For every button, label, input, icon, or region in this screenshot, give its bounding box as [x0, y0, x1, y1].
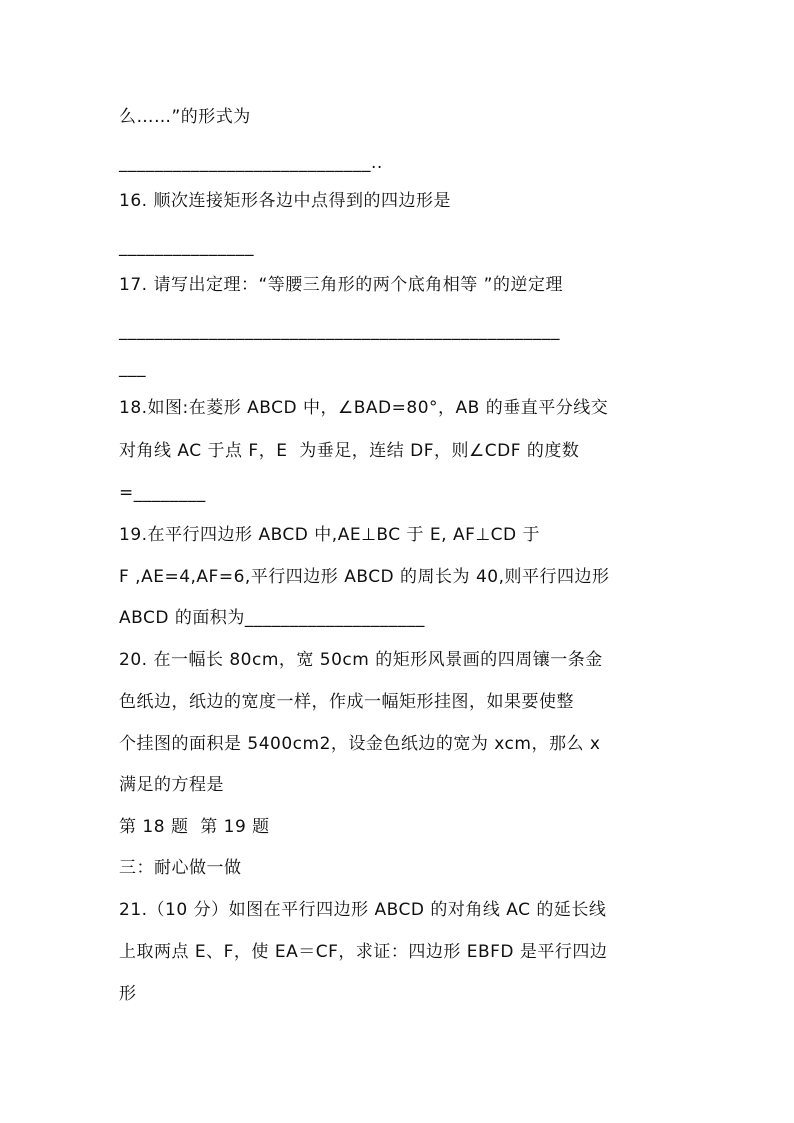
question-18-line-1: 18.如图:在菱形 ABCD 中，∠BAD=80°，AB 的垂直平分线交	[119, 398, 609, 418]
question-19-line-1: 19.在平行四边形 ABCD 中,AE⊥BC 于 E, AF⊥CD 于	[119, 525, 541, 545]
text-line-1: 么……”的形式为	[119, 107, 251, 127]
answer-blank-17a: _________________________________________________	[119, 321, 560, 341]
answer-blank-15: ____________________________..	[119, 153, 383, 173]
question-20-line-2: 色纸边，纸边的宽度一样，作成一幅矩形挂图，如果要使整	[119, 692, 574, 712]
question-21-line-3: 形	[119, 984, 137, 1004]
section-heading: 三：耐心做一做	[119, 858, 242, 878]
figure-caption: 第 18 题 第 19 题	[119, 817, 270, 837]
question-21-line-1: 21.（10 分）如图在平行四边形 ABCD 的对角线 AC 的延长线	[119, 900, 607, 920]
question-20-line-4: 满足的方程是	[119, 775, 224, 795]
answer-blank-17b: ___	[119, 358, 146, 378]
question-16: 16. 顺次连接矩形各边中点得到的四边形是	[119, 191, 451, 211]
question-19-line-2: F ,AE=4,AF=6,平行四边形 ABCD 的周长为 40,则平行四边形	[119, 567, 610, 587]
question-18-line-2: 对角线 AC 于点 F，E 为垂足，连结 DF，则∠CDF 的度数	[119, 441, 580, 461]
question-20-line-1: 20. 在一幅长 80cm，宽 50cm 的矩形风景画的四周镶一条金	[119, 650, 603, 670]
question-20-line-3: 个挂图的面积是 5400cm2，设金色纸边的宽为 xcm，那么 x	[119, 734, 601, 754]
answer-blank-18: =________	[119, 483, 206, 503]
question-17: 17. 请写出定理：“等腰三角形的两个底角相等 ”的逆定理	[119, 275, 563, 295]
question-21-line-2: 上取两点 E、F，使 EA＝CF，求证：四边形 EBFD 是平行四边	[119, 942, 608, 962]
answer-blank-16: _______________	[119, 237, 254, 257]
question-19-line-3: ABCD 的面积为____________________	[119, 608, 425, 628]
